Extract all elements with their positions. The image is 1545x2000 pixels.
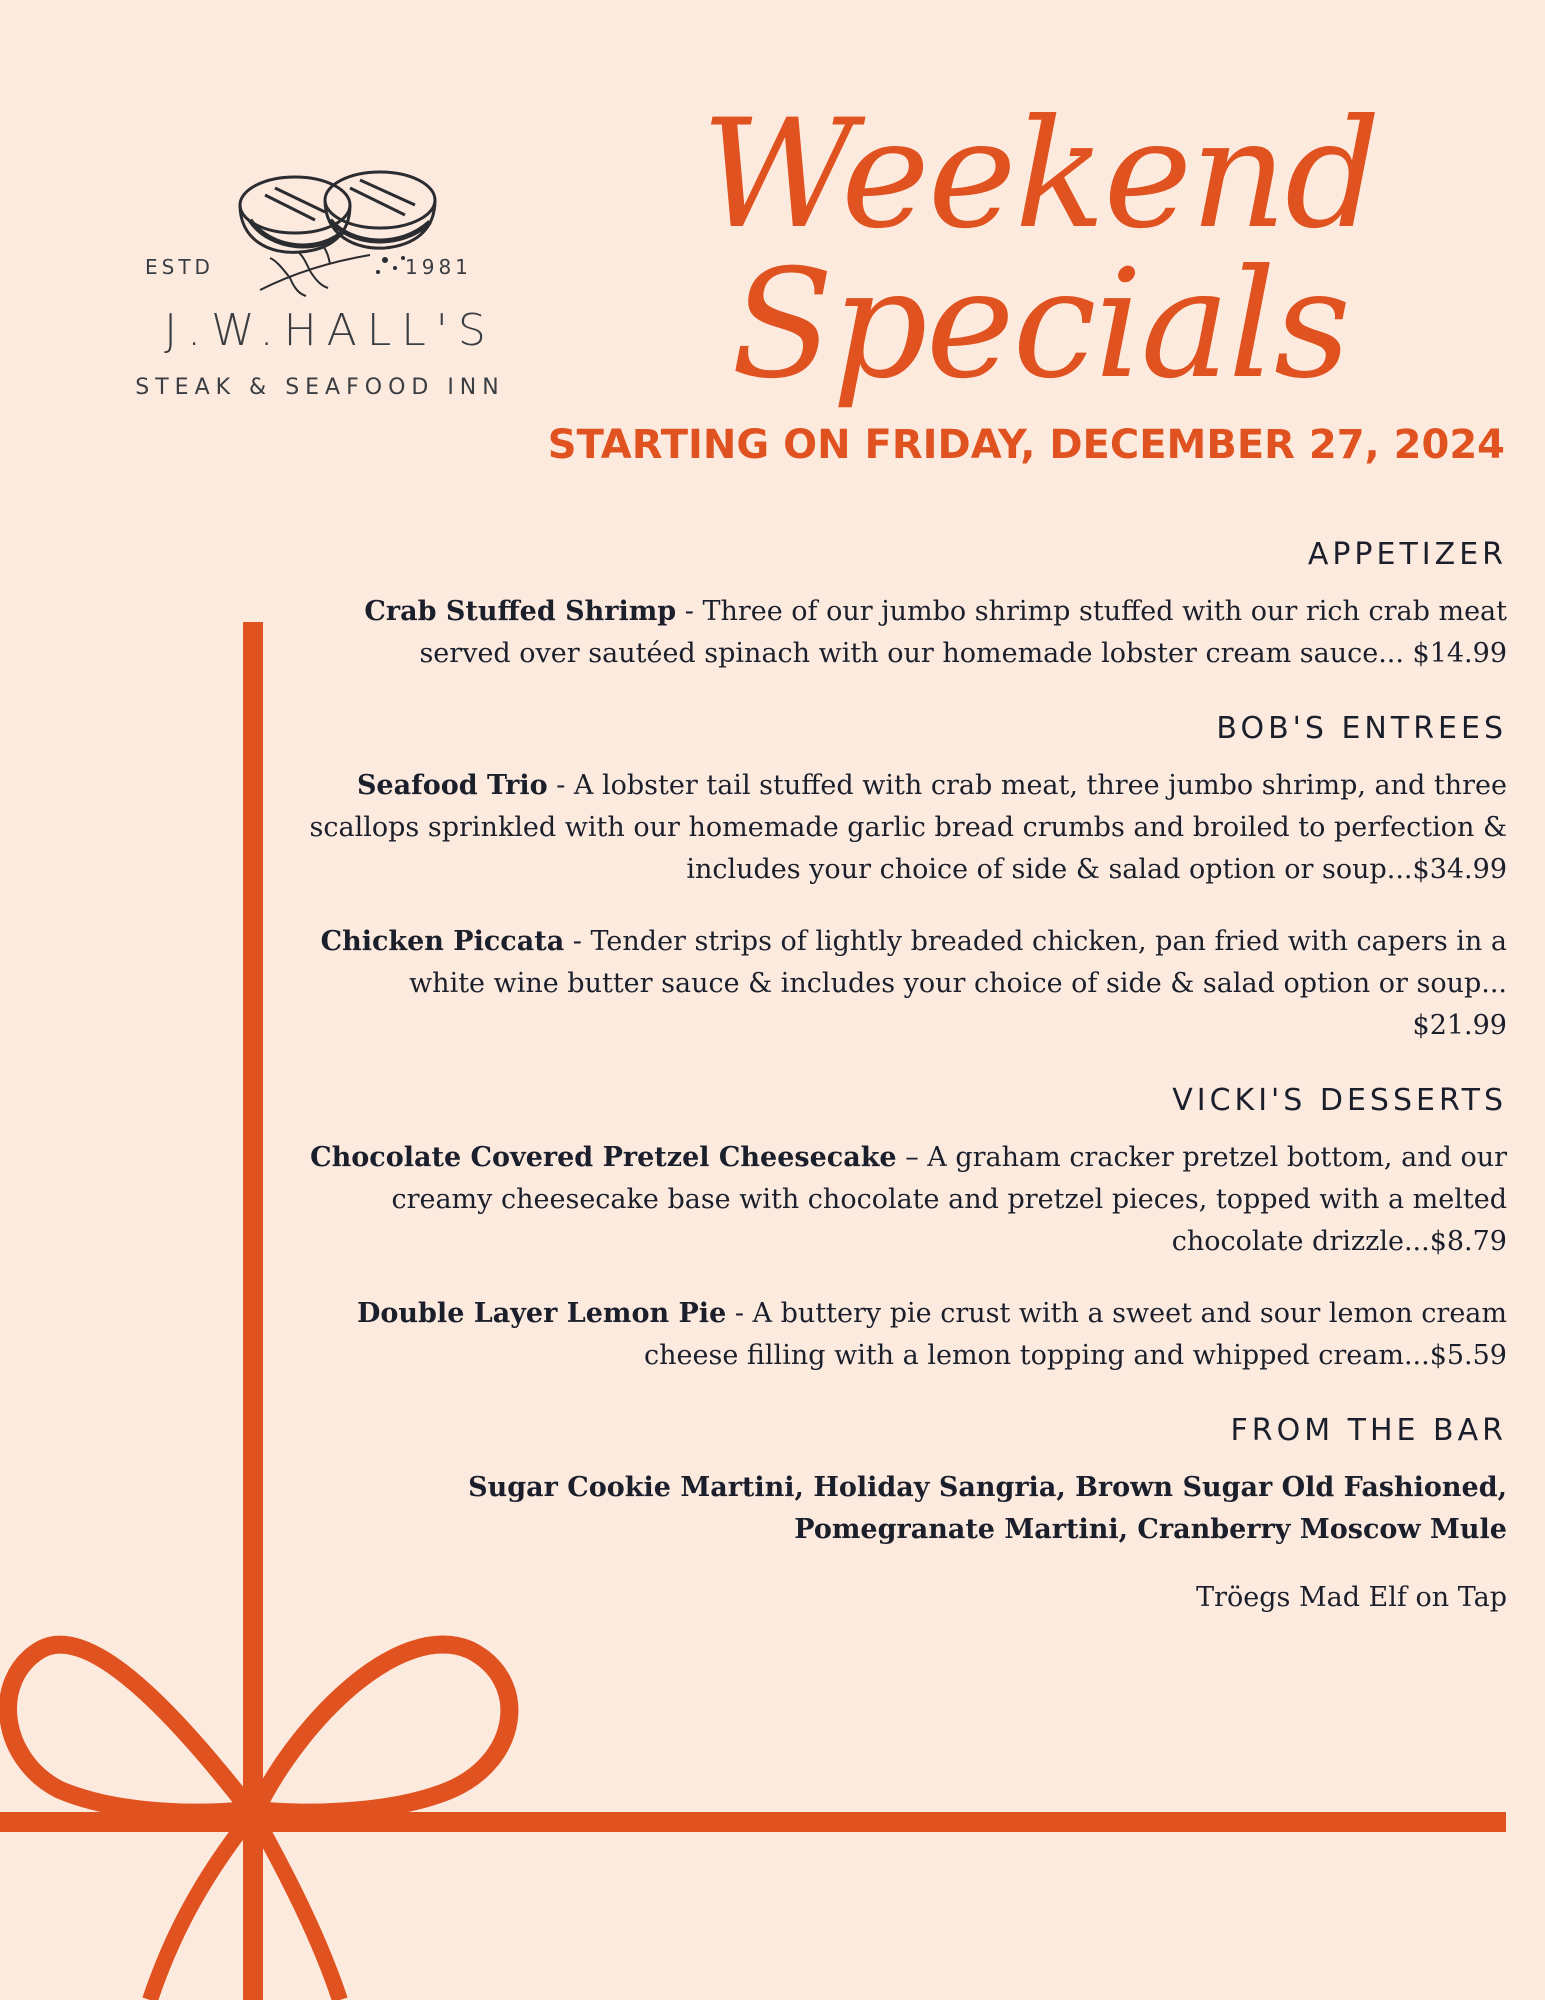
menu-item-name: Seafood Trio [356,770,548,801]
menu-item [307,1137,1507,1263]
menu-item-description: - Three of our jumbo shrimp stuffed with our rich crab meat served over sautéed spinach with our homemade lobster cream sauce... $14.99 [419,596,1507,669]
menu-item [307,1293,1507,1377]
menu-item [307,765,1507,891]
menu-item-name: Double Layer Lemon Pie [357,1298,727,1329]
menu-item [307,591,1507,675]
section-title: BOB'S ENTREES [1216,711,1507,746]
menu-item-name: Chicken Piccata [320,926,565,957]
section-bar [287,1411,1507,1619]
start-date-line: STARTING ON FRIDAY, DECEMBER 27, 2024 [547,422,1505,468]
section-appetizer [287,535,1507,675]
section-title: VICKI'S DESSERTS [1172,1083,1507,1118]
menu-item [307,921,1507,1047]
menu-item-description: - A buttery pie crust with a sweet and sour lemon cream cheese filling with a lemon topping and whipped cream...$5.59 [644,1298,1507,1371]
restaurant-logo [90,160,550,420]
logo-brand-subtitle: STEAK & SEAFOOD INN [135,375,505,400]
menu-item-description: - Tender strips of lightly breaded chicken, pan fried with capers in a white wine butter sauce & includes your choice of side & salad option or soup... $21.99 [409,926,1507,1041]
menu-item-name: Chocolate Covered Pretzel Cheesecake [310,1142,897,1173]
menu-content [287,535,1507,1653]
bar-drinks-list: Sugar Cookie Martini, Holiday Sangria, Brown Sugar Old Fashioned, Pomegranate Martini, Cranberry Moscow Mule [468,1472,1507,1545]
bar-tap-item: Tröegs Mad Elf on Tap [1196,1582,1507,1613]
steak-illustration-icon [220,160,480,300]
section-title: APPETIZER [1307,537,1507,572]
section-entrees [287,709,1507,1047]
page-title: Weekend Specials [701,88,1379,412]
menu-item-description: - A lobster tail stuffed with crab meat, three jumbo shrimp, and three scallops sprinkled with our homemade garlic bread crumbs and broiled to perfection & includes your choice of side & salad option or soup...$34.99 [309,770,1507,885]
logo-brand-name: J.W.HALL'S [164,305,496,356]
logo-year: 1981 [405,255,472,279]
section-desserts [287,1081,1507,1377]
section-title: FROM THE BAR [1230,1413,1507,1448]
menu-item-name: Crab Stuffed Shrimp [364,596,677,627]
menu-item-description: – A graham cracker pretzel bottom, and our creamy cheesecake base with chocolate and pretzel pieces, topped with a melted chocolate drizzle...$8.79 [391,1142,1507,1257]
logo-estd: ESTD [145,255,214,279]
